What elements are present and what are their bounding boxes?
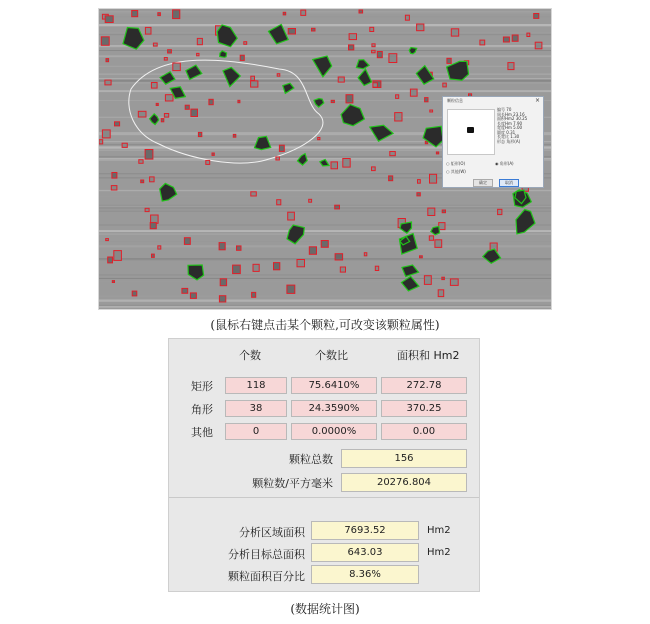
particle-preview: [447, 109, 495, 155]
target-area-unit: Hm2: [427, 547, 451, 558]
rect-particle[interactable]: [161, 119, 164, 122]
rect-particle[interactable]: [141, 180, 144, 183]
rect-particle[interactable]: [252, 292, 256, 297]
angular-ratio-cell: 24.3590%: [291, 400, 377, 417]
rect-particle[interactable]: [190, 293, 196, 299]
rect-particle[interactable]: [182, 288, 188, 293]
dialog-title: 颗粒信息: [447, 98, 463, 103]
rect-particle[interactable]: [145, 150, 153, 160]
rect-particle[interactable]: [114, 251, 122, 261]
region-area-label: 分析区域面积: [239, 526, 305, 539]
rect-particle[interactable]: [279, 145, 284, 151]
rect-particle[interactable]: [420, 256, 423, 258]
rect-particle[interactable]: [240, 55, 244, 60]
rect-particle[interactable]: [288, 212, 295, 220]
rect-particle[interactable]: [425, 98, 428, 102]
rect-particle[interactable]: [233, 134, 236, 137]
rect-particle[interactable]: [309, 247, 316, 255]
prop-row: 面积Hm2 30.25: [497, 116, 528, 121]
rect-particle[interactable]: [132, 291, 137, 296]
rect-particle[interactable]: [99, 140, 103, 144]
row-label-other: 其他: [191, 426, 213, 439]
rect-particle[interactable]: [512, 35, 518, 41]
rect-particle[interactable]: [164, 114, 168, 118]
rect-ratio-cell: 75.6410%: [291, 377, 377, 394]
rect-particle[interactable]: [309, 199, 312, 202]
rect-particle[interactable]: [165, 95, 173, 101]
other-count-cell: 0: [225, 423, 287, 440]
rect-particle[interactable]: [425, 141, 427, 143]
radio-other-label: 其他(W): [450, 169, 466, 174]
angular-count-cell: 38: [225, 400, 287, 417]
prop-row: 周长Hm 23.16: [497, 111, 525, 117]
rect-particle[interactable]: [233, 265, 241, 274]
rect-particle[interactable]: [158, 13, 161, 16]
rect-particle[interactable]: [372, 44, 375, 47]
rect-particle[interactable]: [173, 10, 180, 19]
rect-particle[interactable]: [418, 180, 421, 184]
prop-row: 宽度Hm 5.00: [497, 125, 523, 130]
target-area-cell: 643.03: [311, 543, 419, 562]
rect-particle[interactable]: [389, 54, 397, 63]
rect-particle[interactable]: [253, 264, 259, 271]
rect-particle[interactable]: [191, 109, 198, 116]
rect-particle[interactable]: [106, 239, 109, 241]
rect-particle[interactable]: [111, 186, 117, 190]
other-area-cell: 0.00: [381, 423, 467, 440]
cancel-button[interactable]: 取消: [499, 179, 519, 187]
rect-particle[interactable]: [251, 192, 256, 196]
rect-particle[interactable]: [370, 27, 374, 31]
rect-particle[interactable]: [447, 58, 451, 63]
stats-caption: (数据统计图): [290, 602, 360, 616]
rect-particle[interactable]: [424, 276, 431, 285]
rect-particle[interactable]: [151, 83, 157, 89]
rect-particle[interactable]: [151, 215, 159, 223]
radio-angular-label: 角形(A): [499, 161, 514, 166]
rect-particle[interactable]: [428, 208, 435, 215]
rect-particle[interactable]: [359, 10, 363, 13]
region-area-cell: 7693.52: [311, 521, 419, 540]
rect-particle[interactable]: [331, 100, 334, 102]
rect-particle[interactable]: [435, 240, 442, 248]
rect-particle[interactable]: [331, 162, 338, 169]
rect-count-cell: 118: [225, 377, 287, 394]
other-ratio-cell: 0.0000%: [291, 423, 377, 440]
rect-particle[interactable]: [122, 143, 127, 147]
header-count: 个数: [239, 349, 261, 362]
rect-particle[interactable]: [301, 10, 306, 15]
rect-particle[interactable]: [443, 83, 447, 87]
ok-button[interactable]: 确定: [473, 179, 493, 187]
header-area: 面积和 Hm2: [397, 349, 460, 362]
rect-particle[interactable]: [349, 34, 356, 40]
rect-particle[interactable]: [390, 152, 396, 156]
rect-particle[interactable]: [283, 12, 286, 15]
prop-row: 编号 70: [497, 107, 512, 112]
rect-particle[interactable]: [108, 257, 113, 263]
rect-particle[interactable]: [288, 29, 295, 35]
rect-particle[interactable]: [442, 210, 445, 213]
rect-particle[interactable]: [105, 80, 111, 85]
rect-particle[interactable]: [410, 89, 417, 96]
rect-particle[interactable]: [101, 37, 109, 46]
particle-properties: [497, 108, 541, 144]
rect-particle[interactable]: [277, 74, 280, 77]
rect-particle[interactable]: [139, 160, 143, 164]
rect-particle[interactable]: [150, 177, 155, 182]
density-label: 颗粒数/平方毫米: [252, 477, 333, 490]
rect-particle[interactable]: [138, 111, 146, 117]
rect-particle[interactable]: [312, 28, 316, 31]
rect-particle[interactable]: [372, 167, 376, 171]
radio-rect-label: 矩形(O): [450, 161, 466, 166]
rect-particle[interactable]: [534, 14, 539, 19]
prop-row: 长宽比 1.30: [497, 134, 520, 139]
rect-particle[interactable]: [164, 58, 167, 61]
row-label-rect: 矩形: [191, 380, 213, 393]
rect-particle[interactable]: [503, 37, 509, 42]
rect-particle[interactable]: [209, 99, 213, 104]
rect-particle[interactable]: [219, 296, 225, 302]
particle-info-dialog: [442, 96, 544, 188]
rect-particle[interactable]: [405, 15, 409, 20]
rect-particle[interactable]: [375, 266, 378, 270]
radio-rect[interactable]: ○ 矩形(O): [446, 161, 466, 166]
rect-particle[interactable]: [297, 260, 305, 267]
rect-particle[interactable]: [480, 40, 485, 45]
rect-particle[interactable]: [318, 138, 320, 140]
rect-particle[interactable]: [321, 241, 328, 248]
rect-particle[interactable]: [430, 174, 437, 183]
rect-particle[interactable]: [335, 254, 343, 260]
area-percent-label: 颗粒面积百分比: [228, 570, 305, 583]
rect-particle[interactable]: [185, 105, 189, 109]
rect-particle[interactable]: [112, 173, 117, 179]
rect-particle[interactable]: [251, 76, 255, 80]
angular-area-cell: 370.25: [381, 400, 467, 417]
rect-particle[interactable]: [206, 160, 210, 164]
rect-particle[interactable]: [219, 243, 225, 250]
rect-particle[interactable]: [238, 100, 240, 102]
rect-particle[interactable]: [115, 122, 120, 126]
rect-particle[interactable]: [346, 95, 353, 103]
rect-particle[interactable]: [442, 277, 445, 279]
rect-particle[interactable]: [106, 59, 109, 62]
rect-particle[interactable]: [198, 132, 201, 136]
radio-angular[interactable]: ◉ 角形(A): [495, 161, 514, 166]
rect-particle[interactable]: [173, 63, 181, 71]
rect-particle[interactable]: [105, 16, 113, 23]
rect-particle[interactable]: [145, 208, 149, 211]
rect-particle[interactable]: [430, 110, 433, 112]
rect-particle[interactable]: [450, 279, 458, 286]
rect-particle[interactable]: [429, 236, 433, 240]
rect-particle[interactable]: [498, 209, 502, 214]
rect-particle[interactable]: [287, 285, 295, 293]
rect-particle[interactable]: [373, 83, 378, 87]
rect-particle[interactable]: [150, 223, 156, 229]
rect-particle[interactable]: [168, 50, 172, 53]
rect-particle[interactable]: [197, 38, 202, 44]
statistics-panel: [168, 338, 480, 592]
rect-particle[interactable]: [535, 42, 542, 49]
rect-particle[interactable]: [277, 200, 281, 205]
rect-particle[interactable]: [338, 77, 344, 82]
total-label: 颗粒总数: [289, 453, 333, 466]
rect-particle[interactable]: [152, 254, 155, 257]
rect-particle[interactable]: [132, 11, 138, 17]
region-area-unit: Hm2: [427, 525, 451, 536]
rect-particle[interactable]: [451, 29, 458, 36]
rect-particle[interactable]: [184, 238, 190, 245]
area-percent-cell: 8.36%: [311, 565, 419, 584]
row-label-angular: 角形: [191, 403, 213, 416]
rect-particle[interactable]: [396, 95, 399, 99]
header-ratio: 个数比: [315, 349, 348, 362]
rect-particle[interactable]: [212, 153, 214, 155]
close-icon[interactable]: ×: [534, 97, 540, 104]
rect-particle[interactable]: [276, 157, 280, 160]
prop-row: 圆度 0.31: [497, 129, 516, 135]
section-divider: [169, 497, 479, 498]
rect-particle[interactable]: [274, 263, 280, 270]
rect-particle[interactable]: [197, 53, 199, 55]
density-value-cell: 20276.804: [341, 473, 467, 492]
rect-particle[interactable]: [372, 50, 376, 53]
particle-preview-blob: [467, 127, 474, 133]
rect-particle[interactable]: [102, 130, 110, 138]
rect-particle[interactable]: [417, 24, 424, 31]
image-caption: (鼠标右键点击某个颗粒,可改变该颗粒属性): [210, 318, 440, 332]
rect-particle[interactable]: [389, 176, 393, 181]
rect-particle[interactable]: [112, 281, 114, 283]
rect-particle[interactable]: [417, 193, 420, 196]
rect-particle[interactable]: [527, 33, 530, 36]
rect-particle[interactable]: [244, 42, 247, 45]
rect-particle[interactable]: [220, 279, 226, 286]
prop-row: 形态 角形(A): [497, 138, 521, 144]
rect-particle[interactable]: [153, 43, 157, 46]
rect-particle[interactable]: [251, 81, 258, 87]
prop-row: 长度Hm 7.90: [497, 120, 523, 126]
rect-particle[interactable]: [364, 253, 367, 256]
rect-particle[interactable]: [156, 103, 158, 105]
total-value-cell: 156: [341, 449, 467, 468]
rect-particle[interactable]: [436, 152, 438, 154]
rect-particle[interactable]: [438, 290, 444, 297]
rect-particle[interactable]: [343, 159, 350, 168]
rect-particle[interactable]: [377, 52, 382, 58]
rect-particle[interactable]: [335, 205, 340, 209]
rect-particle[interactable]: [145, 27, 151, 34]
target-area-label: 分析目标总面积: [228, 548, 305, 561]
radio-other[interactable]: ○ 其他(W): [446, 169, 466, 174]
rect-particle[interactable]: [508, 63, 514, 70]
rect-particle[interactable]: [237, 246, 242, 250]
rect-particle[interactable]: [340, 267, 345, 272]
rect-area-cell: 272.78: [381, 377, 467, 394]
rect-particle[interactable]: [395, 113, 402, 121]
rect-particle[interactable]: [158, 246, 161, 249]
rect-particle[interactable]: [349, 45, 354, 50]
